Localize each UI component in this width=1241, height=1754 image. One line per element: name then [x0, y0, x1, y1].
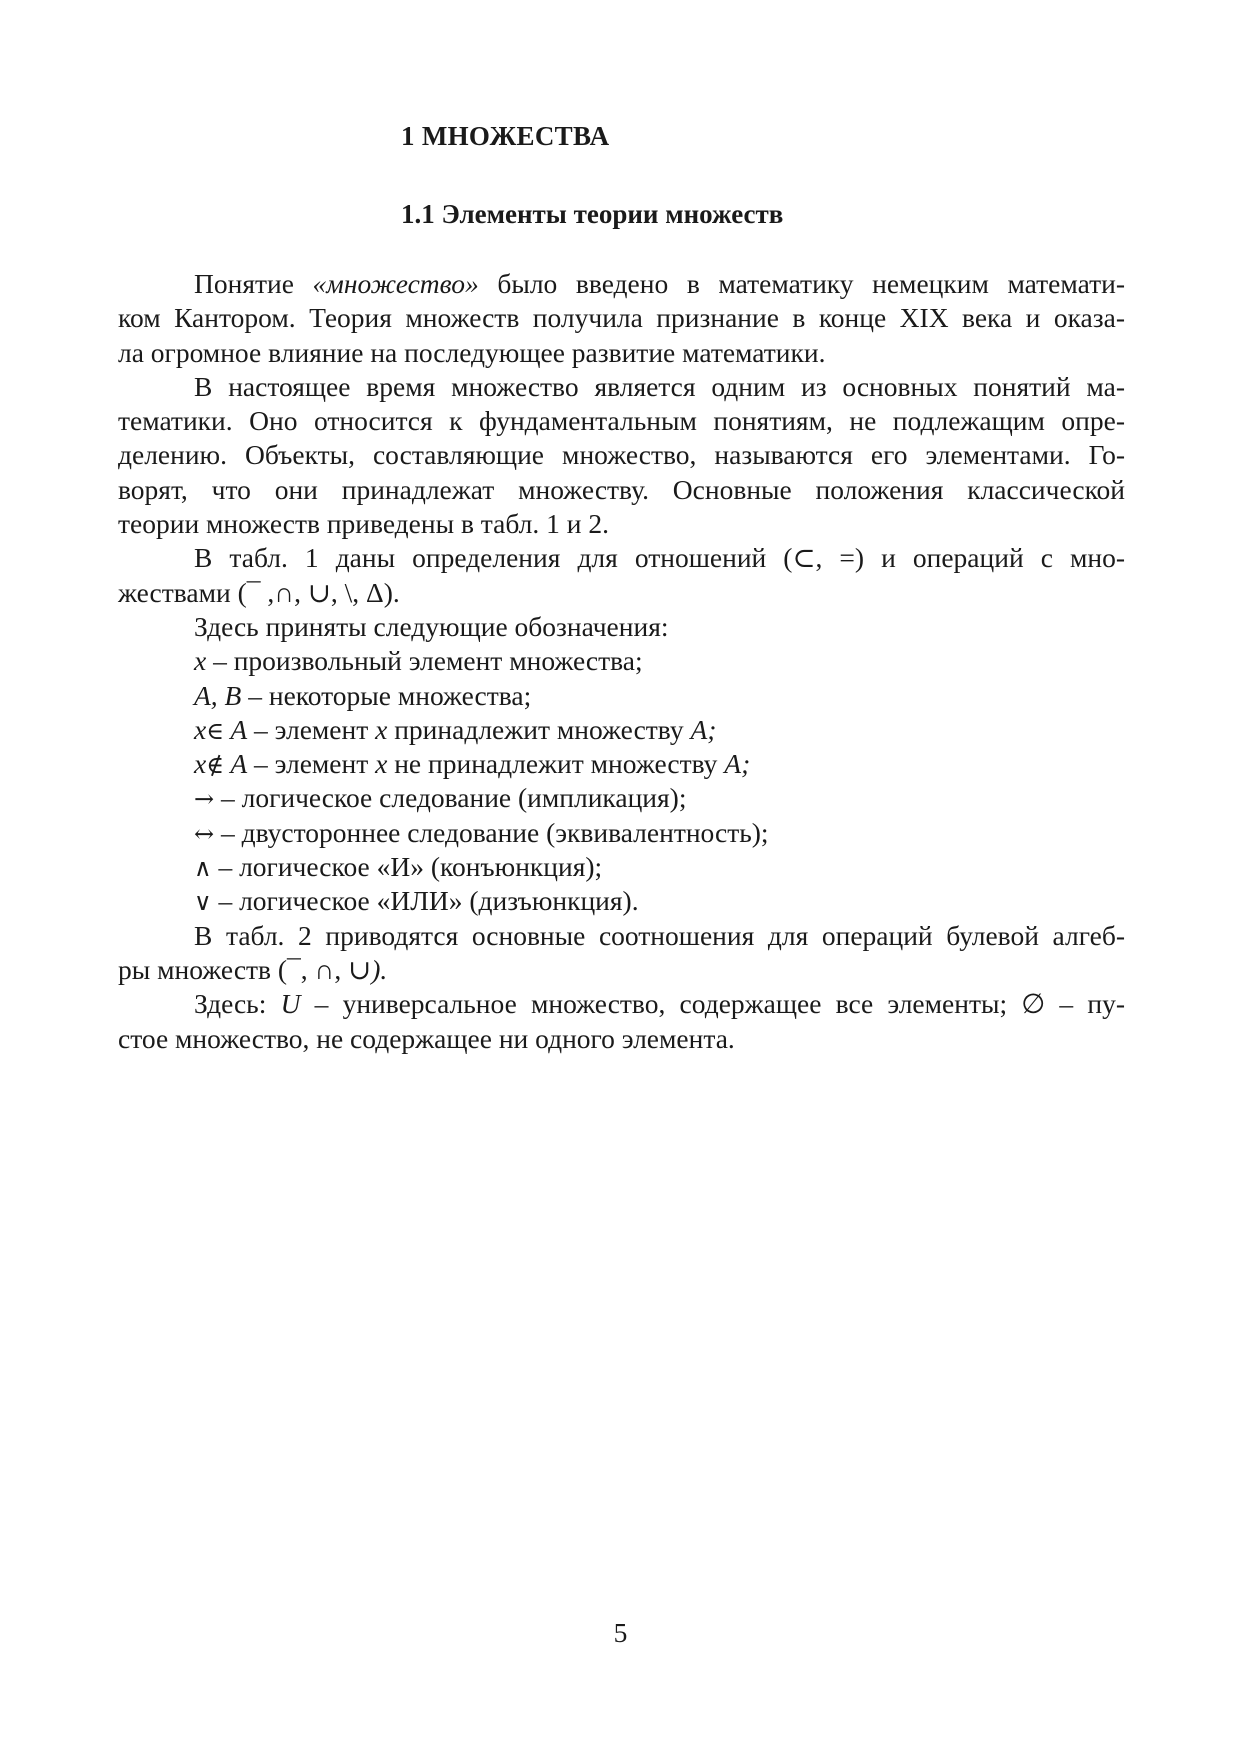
- notation-item-equivalence: ↔ – двустороннее следование (эквивалентность);: [194, 816, 769, 848]
- paragraph-2-line-5: теории множеств приведены в табл. 1 и 2.: [118, 508, 609, 540]
- not-element-of-symbol: ∉: [206, 751, 224, 780]
- page-number: 5: [613, 1617, 628, 1648]
- paragraph-2-line-1: В настоящее время множество является одним из основных понятий ма-: [194, 370, 1125, 402]
- paragraph-4-line-2: ры множеств (¯, ∩, ∪).: [118, 953, 388, 985]
- paragraph-1-line-1: Понятие «множество» было введено в математику немецким математи-: [194, 268, 1125, 299]
- element-of-symbol: ∈: [206, 716, 224, 745]
- right-arrow-symbol: →: [194, 785, 215, 814]
- notation-item-conjunction: ∧ – логическое «И» (конъюнкция);: [194, 851, 603, 883]
- paragraph-4-line-1: В табл. 2 приводятся основные соотношения для операций булевой алгеб-: [194, 919, 1125, 951]
- paragraph-1-line-2: ком Кантором. Теория множеств получила признание в конце XIX века и оказа-: [118, 302, 1125, 334]
- notation-intro: Здесь приняты следующие обозначения:: [194, 610, 669, 642]
- paragraph-2-line-4: ворят, что они принадлежат множеству. Основные положения классической: [118, 473, 1125, 505]
- notation-item-implication: → – логическое следование (импликация);: [194, 782, 687, 814]
- paragraph-1-line-3: ла огромное влияние на последующее развитие математики.: [118, 336, 826, 368]
- section-title: 1.1 Элементы теории множеств: [401, 199, 784, 229]
- paragraph-5-line-1: Здесь: U – универсальное множество, содержащее все элементы; ∅ – пу-: [194, 988, 1125, 1020]
- left-right-arrow-symbol: ↔: [194, 819, 215, 848]
- notation-item-element: x – произвольный элемент множества;: [194, 645, 643, 677]
- paragraph-3-line-1: В табл. 1 даны определения для отношений (⊂, =) и операций с мно-: [194, 542, 1125, 574]
- paragraph-2-line-2: тематики. Оно относится к фундаментальным понятиям, не подлежащим опре-: [118, 405, 1125, 437]
- logical-or-symbol: ∨: [194, 888, 212, 917]
- notation-item-belongs: x∈ A – элемент x принадлежит множеству A;: [194, 713, 717, 745]
- term-set: «множество»: [312, 268, 479, 299]
- body-text: [118, 267, 1125, 1056]
- notation-item-disjunction: ∨ – логическое «ИЛИ» (дизъюнкция).: [194, 885, 639, 917]
- paragraph-3-line-2: жествами (¯ ,∩, ∪, \, Δ).: [118, 576, 400, 608]
- paragraph-2-line-3: делению. Объекты, составляющие множество, называются его элементами. Го-: [118, 439, 1125, 471]
- logical-and-symbol: ∧: [194, 854, 212, 883]
- chapter-title: 1 МНОЖЕСТВА: [401, 121, 610, 151]
- notation-item-sets: A, B – некоторые множества;: [194, 679, 532, 711]
- paragraph-5-line-2: стое множество, не содержащее ни одного элемента.: [118, 1022, 735, 1054]
- notation-item-not-belongs: x∉ A – элемент x не принадлежит множеству A;: [194, 748, 751, 780]
